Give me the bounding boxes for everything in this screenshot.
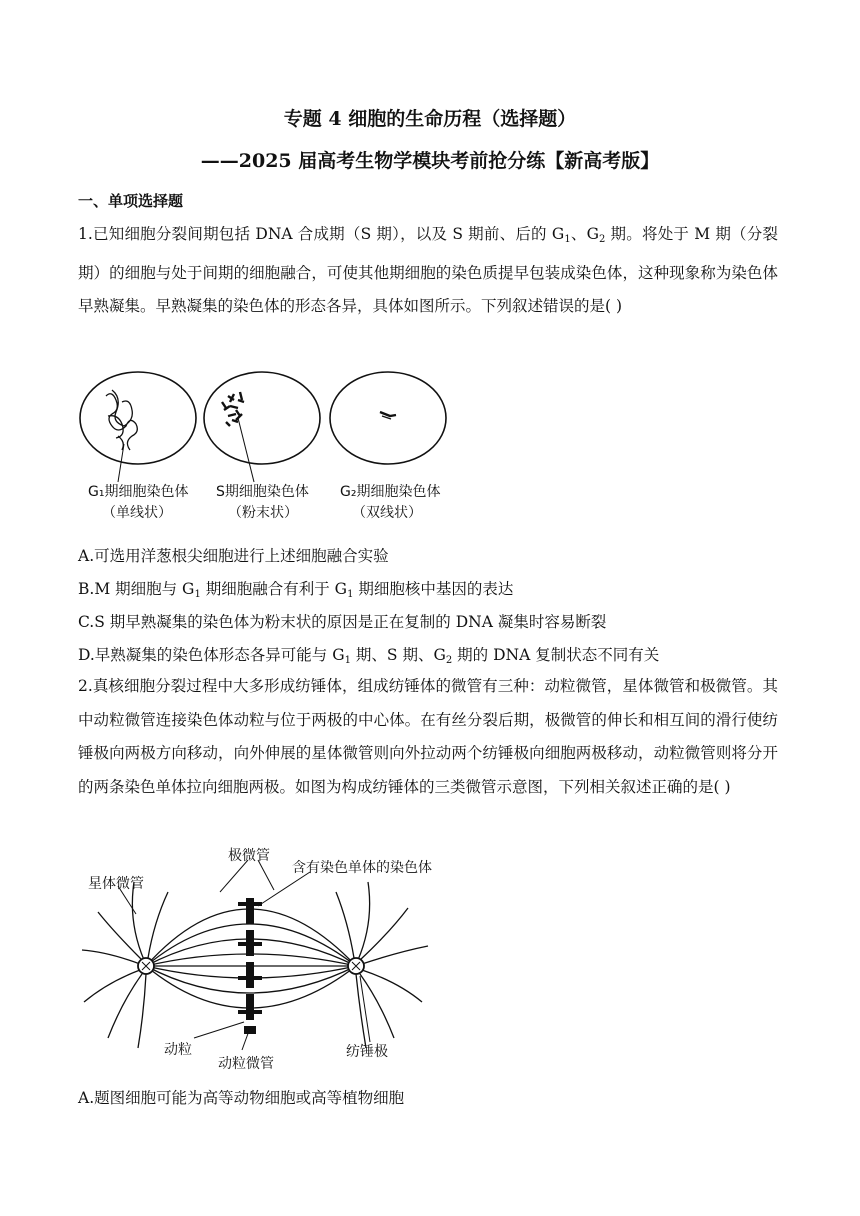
- g1-threads: [106, 390, 137, 450]
- label-polar: 极微管: [228, 848, 270, 864]
- pointer-polar-2: [258, 860, 274, 890]
- g1-cell: [80, 372, 196, 464]
- s-powder: [222, 392, 244, 426]
- doc-subtitle: ——2025 届高考生物学模块考前抢分练【新高考版】: [200, 150, 660, 172]
- pointer-polar-1: [220, 860, 248, 892]
- q1-option-a: A.可选用洋葱根尖细胞进行上述细胞融合实验: [78, 547, 389, 565]
- label-kinetochore: 动粒: [164, 1042, 192, 1058]
- section-heading: 一、单项选择题: [78, 192, 184, 210]
- label-astral: 星体微管: [88, 876, 144, 892]
- premature-condensation-figure: [78, 366, 453, 528]
- s-shape: （粉末状）: [228, 505, 298, 521]
- g1-shape: （单线状）: [102, 505, 172, 521]
- label-chromosome: 含有染色单体的染色体: [292, 860, 432, 876]
- pointer-chromosome: [258, 872, 310, 906]
- question-2-stem: 2.真核细胞分裂过程中大多形成纺锤体，组成纺锤体的微管有三种：动粒微管，星体微管和极微管。其中动粒微管连接染色体动粒与位于两极的中心体。在有丝分裂后期，极微管的伸长和相互间的滑行使纺锤极向两极方向移动，向外伸展的星体微管则向外拉动两个纺锤极向细胞两极移动，动粒微管则将分开的两条染色单体拉向细胞两极。如图为构成纺锤体的三类微管示意图，下列相关叙述正确的是( ): [78, 677, 778, 796]
- label-kinetochore-mt: 动粒微管: [218, 1056, 274, 1072]
- s-label: S期细胞染色体: [216, 484, 309, 500]
- doc-title: 专题 4 细胞的生命历程（选择题）: [283, 108, 577, 130]
- q1-option-c: C.S 期早熟凝集的染色体为粉末状的原因是正在复制的 DNA 凝集时容易断裂: [78, 613, 607, 631]
- question-1-stem: 1.已知细胞分裂间期包括 DNA 合成期（S 期），以及 S 期前、后的 $G_1$、$G_2$ 期。将处于 M 期（分裂期）的细胞与处于间期的细胞融合，可使其他期细胞的染色质提早包装成染色体，这种现象称为染色体早熟凝集。早熟凝集的染色体的形态各异，具体如图所示。下列叙述错误的是( ): [78, 225, 778, 316]
- s-cell: [204, 372, 320, 464]
- q2-option-a: A.题图细胞可能为高等动物细胞或高等植物细胞: [78, 1089, 405, 1107]
- pointer-s: [238, 418, 254, 482]
- label-spindle-pole: 纺锤极: [346, 1044, 388, 1060]
- spindle-figure: [78, 842, 468, 1072]
- q1-option-b: B.M 期细胞与 $G_1$ 期细胞融合有利于 $G_1$ 期细胞核中基因的表达: [78, 580, 514, 600]
- pointer-kinetochore: [194, 1022, 244, 1038]
- q1-option-d: D.早熟凝集的染色体形态各异可能与 $G_1$ 期、S 期、$G_2$ 期的 DNA 复制状态不同有关: [78, 646, 660, 666]
- g2-shape: （双线状）: [352, 505, 422, 521]
- g2-label: G₂期细胞染色体: [340, 484, 441, 500]
- g1-label: G₁期细胞染色体: [88, 484, 189, 500]
- g2-threads: [380, 412, 396, 416]
